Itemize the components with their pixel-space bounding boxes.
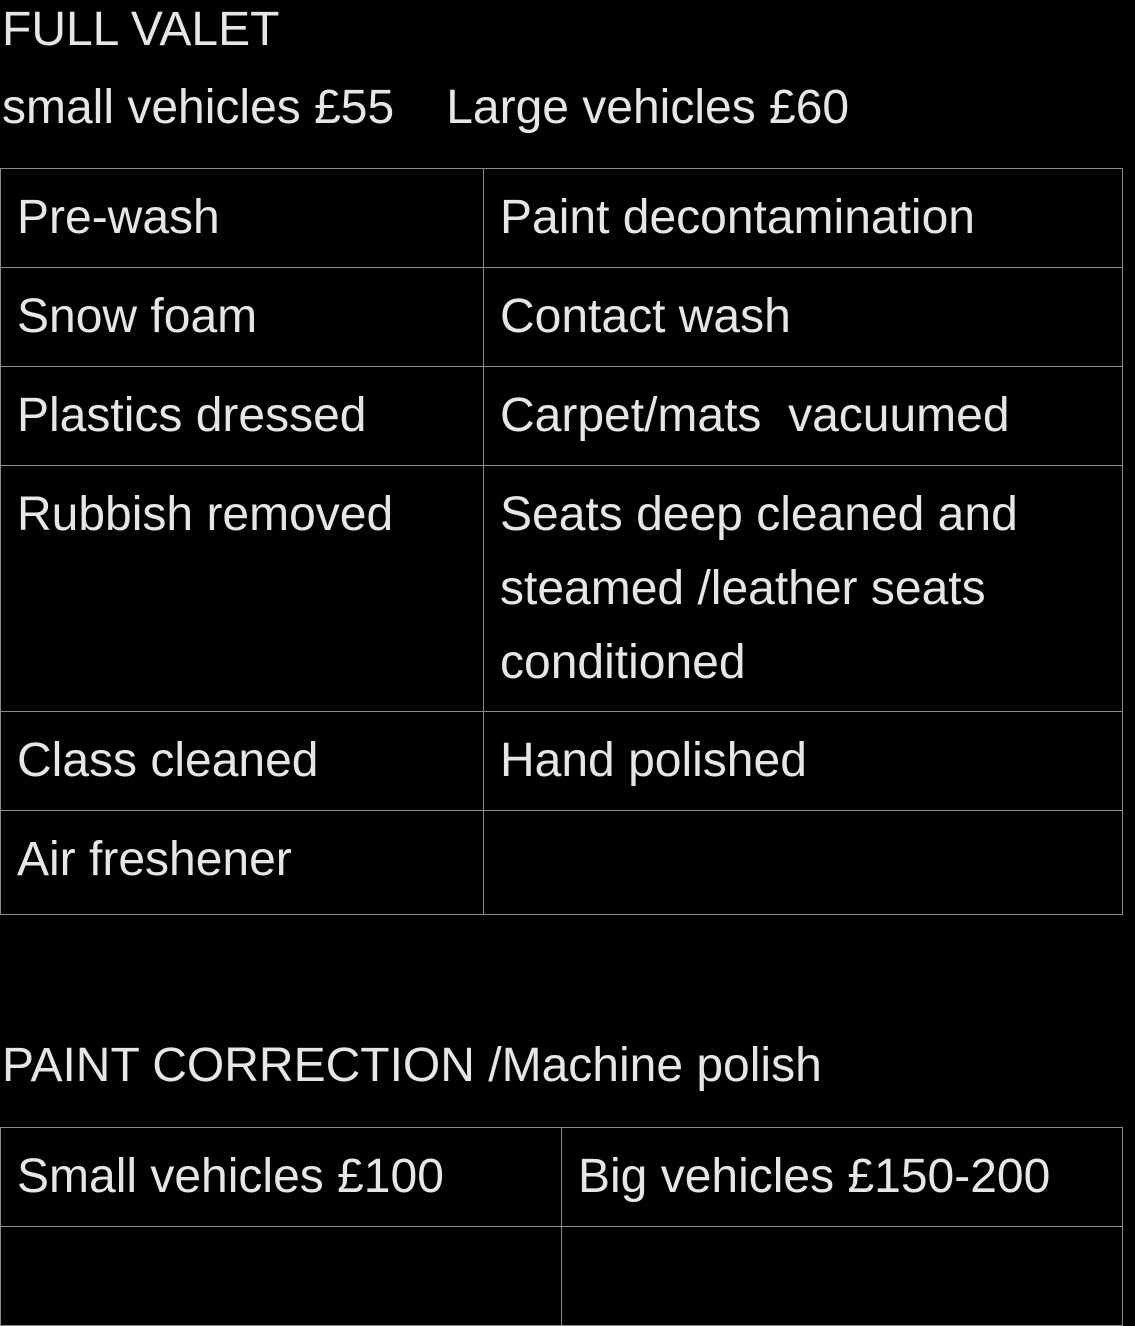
service-cell: Snow foam [1,268,484,367]
full-valet-title: FULL VALET [2,3,280,56]
service-cell: Hand polished [484,712,1123,811]
big-vehicles-paint-price: Big vehicles £150-200 [562,1128,1123,1227]
paint-correction-table [0,1127,1123,1326]
empty-cell [1,1227,562,1326]
service-cell: Paint decontamination [484,169,1123,268]
service-cell: Contact wash [484,268,1123,367]
service-cell: Pre-wash [1,169,484,268]
service-cell: Plastics dressed [1,367,484,466]
table-row [1,1227,1123,1326]
small-vehicles-price: small vehicles £55 [2,81,395,134]
table-row [1,1128,1123,1227]
table-row [1,367,1123,466]
small-vehicles-paint-price: Small vehicles £100 [1,1128,562,1227]
service-cell: Air freshener [1,811,484,915]
table-row [1,268,1123,367]
service-cell: Seats deep cleaned and steamed /leather seats conditioned [484,466,1123,712]
table-row [1,466,1123,712]
service-cell: Class cleaned [1,712,484,811]
table-row [1,811,1123,915]
full-valet-prices [2,81,850,134]
large-vehicles-price: Large vehicles £60 [446,81,850,134]
service-cell [484,811,1123,915]
service-cell: Rubbish removed [1,466,484,712]
service-cell: Carpet/mats vacuumed [484,367,1123,466]
empty-cell [562,1227,1123,1326]
table-row [1,169,1123,268]
full-valet-services-table [0,168,1123,915]
paint-correction-title: PAINT CORRECTION /Machine polish [2,1039,822,1092]
table-row [1,712,1123,811]
